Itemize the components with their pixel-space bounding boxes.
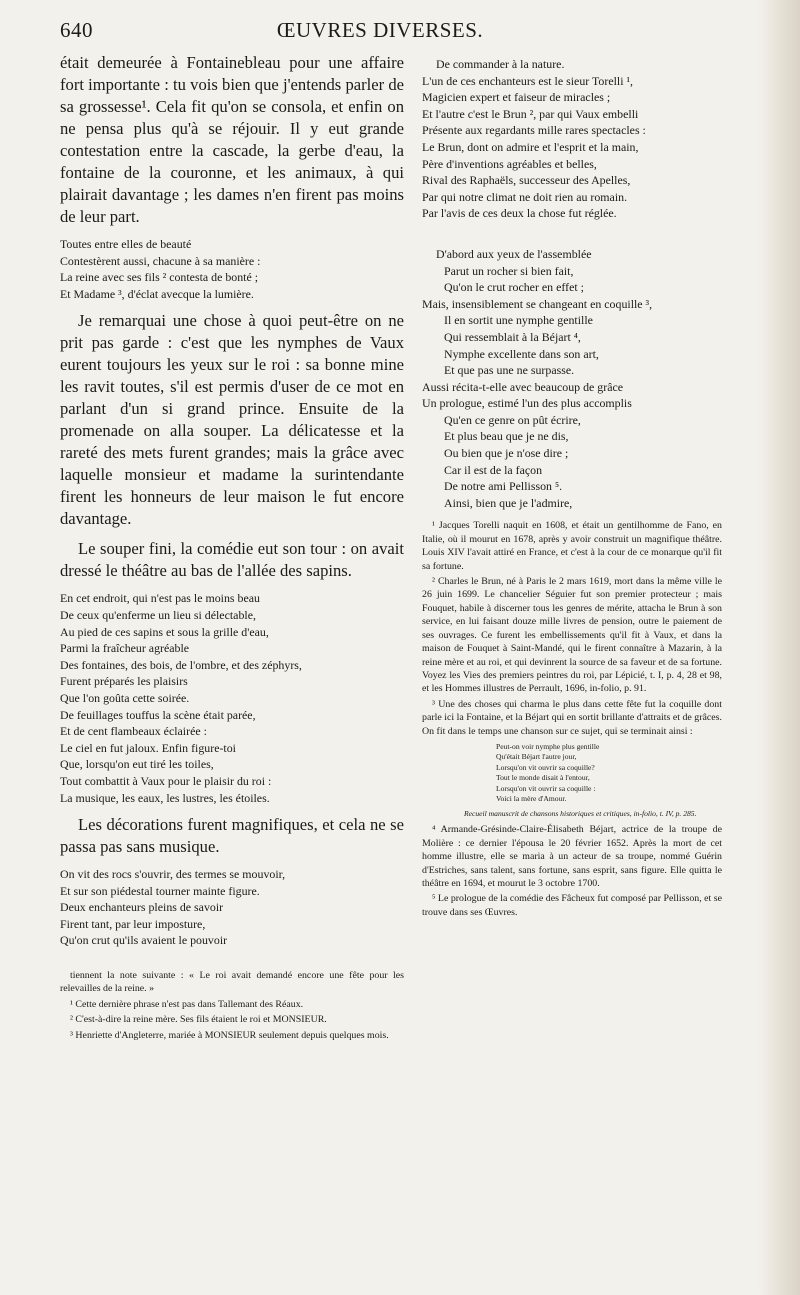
verse-line: Qu'on crut qu'ils avaient le pouvoir (60, 933, 228, 948)
verse-line: Qu'on le crut rocher en effet ; (444, 280, 584, 295)
footnote: ⁵ Le prologue de la comédie des Fâcheux fut composé par Pellisson, et se trouve dans ses Œuvres. (422, 893, 722, 918)
verse-line: On vit des rocs s'ouvrir, des termes se mouvoir, (60, 867, 286, 882)
footnote: ¹ Cette dernière phrase n'est pas dans Tallemant des Réaux. (70, 998, 304, 1010)
verse-line: Et que pas une ne surpasse. (444, 363, 575, 378)
verse-line: Car il est de la façon (444, 462, 543, 477)
verse-line: Toutes entre elles de beauté (60, 237, 192, 251)
verse-line: Il en sortit une nymphe gentille (444, 313, 593, 328)
verse-line: Et plus beau que je ne dis, (444, 429, 569, 444)
song-line: Lorsqu'on vit ouvrir sa coquille? (496, 762, 595, 772)
running-head (60, 18, 700, 44)
verse-line: Le ciel en fut jaloux. Enfin figure-toi (60, 740, 236, 755)
verse-line: Contestèrent aussi, chacune à sa manière : (60, 253, 261, 268)
verse-line: Et sur son piédestal tourner mainte figure. (60, 883, 260, 898)
verse-line: Qu'en ce genre on pût écrire, (444, 412, 581, 427)
verse-line: Deux enchanteurs pleins de savoir (60, 900, 224, 915)
verse-block (60, 866, 404, 949)
song-line: Tout le monde disait à l'entour, (496, 773, 590, 783)
footnotes (60, 969, 404, 1042)
spacer (60, 957, 404, 969)
verse-line: Et de cent flambeaux éclairée : (60, 724, 207, 739)
verse-line: D'abord aux yeux de l'assemblée (436, 246, 592, 261)
verse-line: Furent préparés les plaisirs (60, 674, 188, 689)
verse-line: Magicien expert et faiseur de miracles ; (422, 90, 611, 105)
verse-line: Et l'autre c'est le Brun ², par qui Vaux embelli (422, 106, 639, 121)
verse-block (422, 56, 722, 222)
verse-line: De ceux qu'enferme un lieu si délectable, (60, 607, 256, 622)
paragraph: était demeurée à Fontainebleau pour une affaire fort importante : tu vois bien que j'entends parler de sa grossesse¹. Cela fit qu'on se consola, et enfin on ne pensa plus qu'à se réjouir. Il y eut grande contestation entre la cascade, la gerbe d'eau, la fontaine de la couronne, et les animaux, à qui plairait davantage ; les dames n'en firent pas moins de leur part. (60, 53, 404, 226)
song-line: Voici la mère d'Amour. (496, 794, 567, 804)
page-edge-shadow (758, 0, 800, 1295)
right-column (422, 52, 722, 921)
page-number: 640 (60, 18, 93, 42)
verse-line: Que l'on goûta cette soirée. (60, 690, 190, 705)
footnotes (422, 519, 722, 919)
verse-line: Firent tant, par leur imposture, (60, 916, 206, 931)
footnote: tiennent la note suivante : « Le roi avait demandé encore une fête pour les relevailles de la reine. » (60, 970, 404, 995)
verse-line: Présente aux regardants mille rares spectacles : (422, 123, 646, 138)
footnote: ² C'est-à-dire la reine mère. Ses fils étaient le roi et MONSIEUR. (70, 1014, 327, 1026)
song-quote (496, 742, 722, 805)
left-column (60, 52, 404, 1044)
footnote: ¹ Jacques Torelli naquit en 1608, et était un gentilhomme de Fano, en Italie, où il mourut en 1678, après y avoir construit un magnifique théâtre. Louis XIV l'avait attiré en France, et c'est à la cour de ce monarque qu'il fit sa fortune. (422, 520, 722, 572)
running-title: ŒUVRES DIVERSES. (276, 18, 484, 42)
paragraph: Le souper fini, la comédie eut son tour : on avait dressé le théâtre au bas de l'allée des sapins. (60, 539, 404, 581)
verse-line: Parmi la fraîcheur agréable (60, 641, 190, 656)
verse-line: Tout combattit à Vaux pour le plaisir du roi : (60, 773, 272, 788)
verse-block (60, 590, 404, 806)
verse-line: Qui ressemblait à la Béjart ⁴, (444, 329, 581, 344)
spacer (422, 230, 722, 242)
verse-line: De commander à la nature. (436, 57, 565, 71)
song-line: Peut-on voir nymphe plus gentille (496, 741, 600, 751)
verse-line: Ainsi, bien que je l'admire, (444, 495, 573, 510)
verse-line: De notre ami Pellisson ⁵. (444, 479, 563, 494)
verse-line: Un prologue, estimé l'un des plus accomplis (422, 396, 632, 411)
paragraph: Les décorations furent magnifiques, et cela ne se passa pas sans musique. (60, 815, 404, 857)
verse-line: Mais, insensiblement se changeant en coquille ³, (422, 296, 653, 311)
verse-line: Père d'inventions agréables et belles, (422, 156, 597, 171)
verse-line: Le Brun, dont on admire et l'esprit et la main, (422, 139, 639, 154)
verse-block (422, 246, 722, 512)
verse-line: Parut un rocher si bien fait, (444, 263, 574, 278)
verse-line: Ou bien que je n'ose dire ; (444, 446, 569, 461)
song-line: Lorsqu'on vit ouvrir sa coquille : (496, 783, 596, 793)
verse-line: De feuillages touffus la scène était parée, (60, 707, 256, 722)
verse-line: Par qui notre climat ne doit rien au romain. (422, 189, 628, 204)
verse-block (60, 236, 404, 302)
verse-line: Des fontaines, des bois, de l'ombre, et des zéphyrs, (60, 657, 302, 672)
paragraph: Je remarquai une chose à quoi peut-être on ne prit pas garde : c'est que les nymphes de Vaux eurent toujours les yeux sur le roi : sa bonne mine les ravit toutes, s'il est permis d'user de ce mot en parlant d'un si grand prince. Ensuite de la promenade on alla souper. La délicatesse et la rareté des mets furent grandes; mais la grâce avec laquelle monsieur et madame la surintendante firent les honneurs de leur maison le fut encore davantage. (60, 311, 404, 529)
verse-line: Et Madame ³, d'éclat avecque la lumière. (60, 286, 254, 301)
footnote: ² Charles le Brun, né à Paris le 2 mars 1619, mort dans la même ville le 26 juin 1699. Le chancelier Séguier fut son premier protecteur ; mais Fouquet, habile à discerner tous les genres de mérite, attacha le Brun à son service, en lui faisant douze mille livres de pension, outre le paiement de ses ouvrages. Ce furent les embellissements qu'il fit à Vaux, et dans la maison de Fouquet à Saint-Mandé, qui le firent connaître à Mazarin, à la reine mère et au roi, et qui devinrent la source de sa faveur et de sa fortune. Voyez les Vies des premiers peintres du roi, par Lépicié, t. I, p. 4, 28 et 98, et les Hommes illustres de Perrault, 1696, in-folio, p. 91. (422, 576, 722, 695)
verse-line: Par l'avis de ces deux la chose fut réglée. (422, 206, 617, 221)
verse-line: Au pied de ces sapins et sous la grille d'eau, (60, 624, 269, 639)
verse-line: Nymphe excellente dans son art, (444, 346, 599, 361)
verse-line: Rival des Raphaëls, successeur des Apelles, (422, 173, 631, 188)
footnote: ³ Henriette d'Angleterre, mariée à MONSIEUR seulement depuis quelques mois. (70, 1029, 389, 1041)
verse-line: En cet endroit, qui n'est pas le moins beau (60, 591, 260, 606)
verse-line: Aussi récita-t-elle avec beaucoup de grâce (422, 379, 624, 394)
song-source: Recueil manuscrit de chansons historiques et critiques, in-folio, t. IV, p. 285. (464, 808, 697, 818)
footnote: ³ Une des choses qui charma le plus dans cette fête fut la coquille dont parle ici la Fontaine, et la Béjart qui en sortit brillante d'attraits et de grâces. On fit dans le temps une chanson sur ce sujet, qui se terminait ainsi : (422, 698, 722, 737)
verse-line: L'un de ces enchanteurs est le sieur Torelli ¹, (422, 73, 634, 88)
verse-line: La reine avec ses fils ² contesta de bonté ; (60, 270, 259, 285)
verse-line: La musique, les eaux, les lustres, les étoiles. (60, 790, 270, 805)
song-line: Qu'était Béjart l'autre jour, (496, 752, 577, 762)
verse-line: Que, lorsqu'on eut tiré les toiles, (60, 757, 214, 772)
footnote: ⁴ Armande-Grésinde-Claire-Élisabeth Béjart, actrice de la troupe de Molière : ce dernier l'épousa le 20 février 1652. Après la mort de cet homme illustre, elle se maria à un acteur de sa troupe, nommé Guérin d'Estriches, sans talent, sans fortune, sans esprit, sans figure. Elle quitta le théâtre en 1694, et mourut le 3 octobre 1700. (422, 824, 722, 890)
